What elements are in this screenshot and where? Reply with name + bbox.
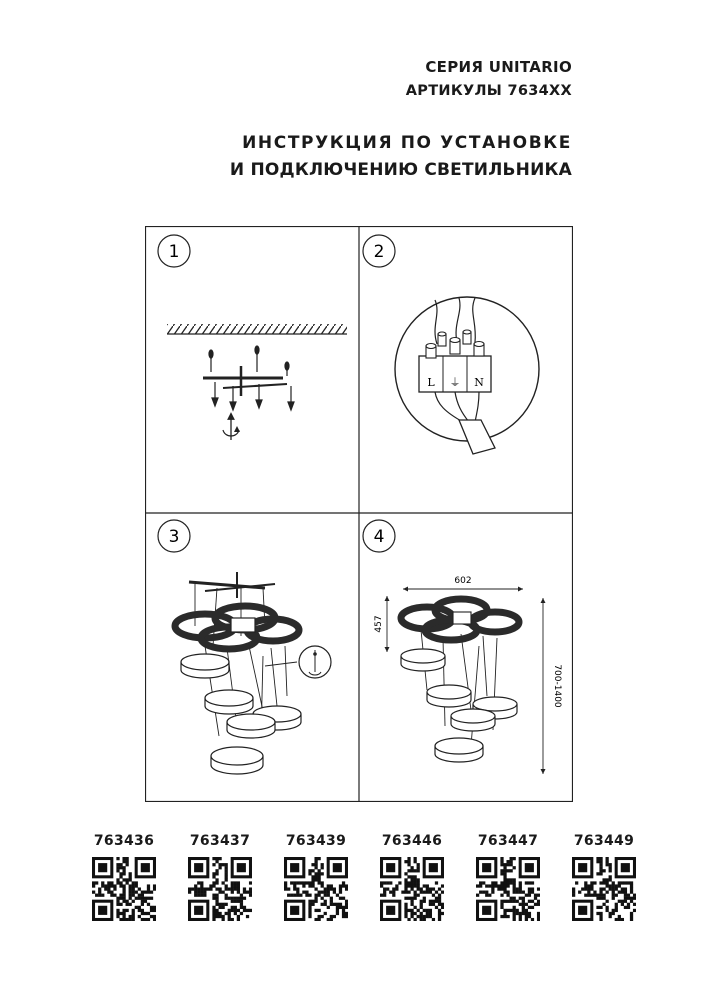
step-panel-1 bbox=[158, 235, 347, 440]
product-code-item bbox=[184, 833, 256, 921]
terminal-label-neutral: N bbox=[474, 376, 484, 389]
step-number: 3 bbox=[168, 527, 180, 547]
qr-code-icon[interactable] bbox=[188, 857, 252, 921]
dimension-drop: 700-1400 bbox=[552, 664, 562, 708]
dimension-height: 457 bbox=[374, 615, 384, 633]
series-title: СЕРИЯ UNITARIO bbox=[425, 58, 572, 76]
step-number: 4 bbox=[373, 527, 385, 547]
qr-code-icon[interactable] bbox=[572, 857, 636, 921]
instruction-title-line2: И ПОДКЛЮЧЕНИЮ СВЕТИЛЬНИКА bbox=[229, 160, 572, 180]
ceiling-mount-bracket-icon bbox=[167, 324, 347, 440]
instruction-steps-grid bbox=[145, 226, 573, 802]
product-code-item bbox=[88, 833, 160, 921]
terminal-block-wiring-icon bbox=[395, 297, 539, 454]
qr-code-icon[interactable] bbox=[284, 857, 348, 921]
article-range: АРТИКУЛЫ 7634XX bbox=[405, 83, 572, 99]
step-panel-3 bbox=[158, 520, 331, 774]
step-panel-4 bbox=[363, 520, 562, 774]
product-code-item bbox=[376, 833, 448, 921]
fixture-dimensions-icon bbox=[374, 576, 562, 774]
step-number: 2 bbox=[373, 242, 385, 262]
fixture-assembly-icon bbox=[175, 572, 331, 774]
product-code-item bbox=[280, 833, 352, 921]
step-panel-2 bbox=[363, 235, 539, 454]
product-code-item bbox=[568, 833, 640, 921]
step-number: 1 bbox=[168, 242, 180, 262]
qr-code-icon[interactable] bbox=[476, 857, 540, 921]
product-code: 763449 bbox=[573, 833, 635, 849]
qr-code-icon[interactable] bbox=[380, 857, 444, 921]
dimension-width: 602 bbox=[454, 576, 472, 586]
terminal-label-ground: ⏚ bbox=[449, 376, 461, 389]
product-code: 763437 bbox=[189, 833, 251, 849]
terminal-label-live: L bbox=[427, 376, 435, 389]
product-code: 763436 bbox=[93, 833, 155, 849]
qr-code-icon[interactable] bbox=[92, 857, 156, 921]
product-code: 763446 bbox=[381, 833, 443, 849]
product-code-list bbox=[88, 833, 640, 921]
product-code: 763447 bbox=[477, 833, 539, 849]
product-code-item bbox=[472, 833, 544, 921]
instruction-title-line1: ИНСТРУКЦИЯ ПО УСТАНОВКЕ bbox=[242, 133, 572, 153]
product-code: 763439 bbox=[285, 833, 347, 849]
